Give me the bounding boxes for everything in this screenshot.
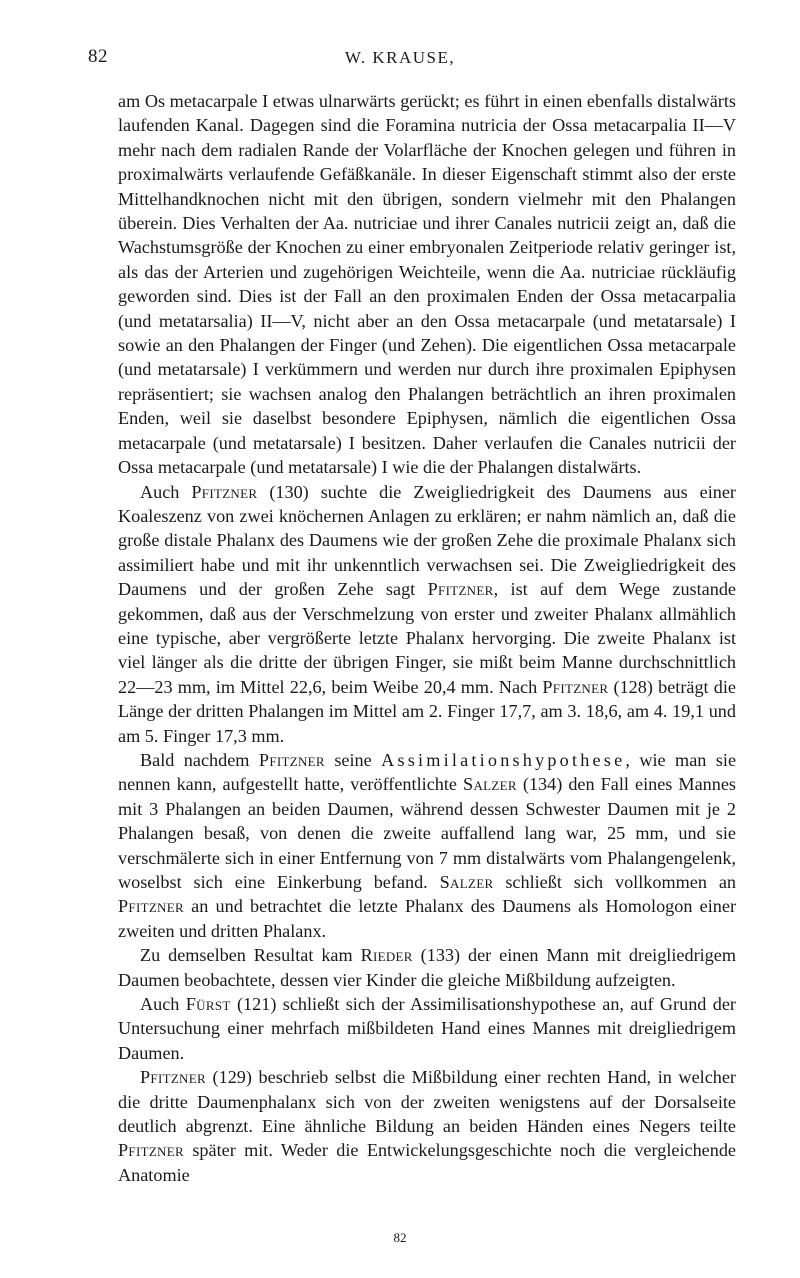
paragraph-4 (118, 943, 736, 992)
paragraph-3 (118, 748, 736, 943)
author-name: Salzer (439, 872, 494, 892)
text-run: Auch (140, 481, 192, 502)
author-name: Pfitzner (427, 579, 494, 600)
page-number-top: 82 (88, 46, 108, 67)
text-run: seine (324, 749, 382, 770)
spaced-term: Assimilationshypothese (381, 749, 626, 770)
running-head: W. KRAUSE, (344, 48, 456, 67)
body-text (118, 89, 736, 1187)
text-run: (134) den Fall eines Mannes mit 3 Phalangen an beiden Daumen, während dessen Schwester Daumen mit je 2 Phalangen besaß, von denen die zweite auffallend lang war, 25 mm, und sie verschmälerte sich in einer Entfernung von 7 mm distalwärts vom Phalangengelenk, woselbst sich eine Einkerbung befand. (118, 774, 736, 892)
text-run: , ist auf dem Wege zustande gekommen, daß aus der Verschmelzung von erster und zweiter Phalanx allmählich eine typische, aber vergrößerte letzte Phalanx hervorging. Die zweite Phalanx ist viel länger als die dritte der übrigen Finger, sie mißt beim Manne durchschnittlich 22—23 mm, im Mittel 22,6, beim Weibe 20,4 mm. Nach (118, 579, 736, 697)
author-name: Rieder (360, 945, 413, 966)
text-run: schließt sich vollkommen an (493, 872, 736, 892)
text-run: (130) suchte die Zweigliedrigkeit des Daumens aus einer Koaleszenz von zwei knöchernen Anlagen zu erklären; er nahm nämlich an, daß die große distale Phalanx des Daumens wie der großen Zehe die proximale Phalanx sich assimiliert habe und mit ihr unkenntlich verwachsen sei. Die Zweigliedrigkeit des Daumens und der großen Zehe sagt (118, 481, 736, 600)
text-run: , wie man sie nennen kann, aufgestellt hatte, veröffentlichte (118, 749, 737, 795)
text-run: Auch (140, 994, 186, 1015)
text-run: später mit. Weder die Entwickelungsgeschichte noch die vergleichende Anatomie (118, 1140, 736, 1185)
paragraph-6 (118, 1065, 736, 1187)
text-run: (129) beschrieb selbst die Mißbildung einer rechten Hand, in welcher die dritte Daumenphalanx sich von der zweiten wenigstens auf der Dorsalseite deutlich abgrenzt. Eine ähnliche Bildung an beiden Händen eines Negers teilte (118, 1067, 736, 1137)
page-number-bottom: 82 (393, 1230, 407, 1245)
text-run: (133) der einen Mann mit dreigliedrigem Daumen beobachtete, dessen vier Kinder die gleiche Mißbildung aufzeigten. (118, 945, 736, 990)
author-name: Pfitzner (140, 1067, 206, 1088)
author-name: Salzer (463, 774, 517, 795)
author-name: Pfitzner (118, 896, 184, 917)
paragraph-1: am Os metacarpale I etwas ulnarwärts gerückt; es führt in einen ebenfalls distalwärts laufenden Kanal. Dagegen sind die Foramina nutricia der Ossa metacarpalia II—V mehr nach dem radialen Rande der Volarfläche der Knochen gelegen und führen in proximalwärts verlaufende Gefäßkanäle. In dieser Eigenschaft stimmt also der erste Mittelhandknochen nicht mit den übrigen, sondern vielmehr mit den Phalangen überein. Dies Verhalten der Aa. nutriciae und ihrer Canales nutricii zeigt an, daß die Wachstumsgröße der Knochen zu einer embryonalen Zeitperiode relativ geringer ist, als das der Arterien und zugehörigen Weichteile, wenn die Aa. nutriciae rückläufig geworden sind. Dies ist der Fall an den proximalen Enden der Ossa metacarpalia (und metatarsalia) II—V, nicht aber an den Ossa metacarpale (und metatarsale) I sowie an den Phalangen der Finger (und Zehen). Die eigentlichen Ossa metacarpale (und metatarsale) I verkümmern und werden nur durch ihre proximalen Epiphysen repräsentiert; sie wachsen analog den Phalangen beträchtlich an ihren proximalen Enden, weil sie daselbst besondere Epiphysen, nämlich die eigentlichen Ossa metacarpale (und metatarsale) I besitzen. Daher verlaufen die Canales nutricii der Ossa metacarpale (und metatarsale) I wie die der Phalangen distalwärts. (118, 91, 736, 478)
author-name: Pfitzner (258, 749, 325, 770)
paragraph-5 (118, 992, 736, 1065)
text-run: (121) schließt sich der Assimilisationshypothese an, auf Grund der Untersuchung einer mehrfach mißbildeten Hand eines Mannes mit dreigliedrigem Daumen. (118, 994, 736, 1063)
text-run: Zu demselben Resultat kam (140, 945, 361, 966)
author-name: Pfitzner (191, 481, 258, 502)
text-run: (128) beträgt die Länge der dritten Phalangen im Mittel am 2. Finger 17,7, am 3. 18,6, am 4. 19,1 und am 5. Finger 17,3 mm. (118, 676, 737, 746)
author-name: Fürst (185, 994, 231, 1015)
author-name: Pfitzner (118, 1140, 184, 1161)
author-name: Pfitzner (542, 676, 609, 697)
text-run: an und betrachtet die letzte Phalanx des Daumens als Homologon einer zweiten und dritten Phalanx. (118, 896, 736, 941)
text-run: Bald nachdem (140, 749, 259, 770)
paragraph-2 (118, 480, 736, 748)
